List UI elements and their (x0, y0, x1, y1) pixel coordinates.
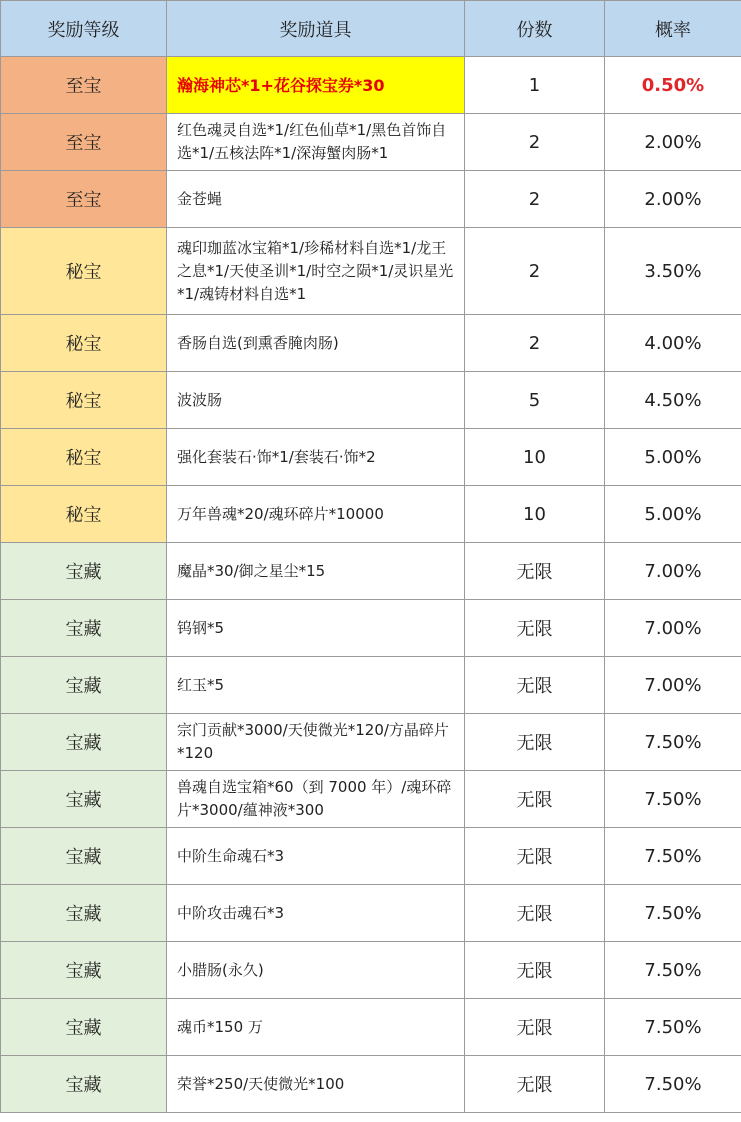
probability-cell: 4.50% (605, 372, 741, 429)
table-row (1, 315, 741, 372)
level-cell: 宝藏 (1, 714, 167, 771)
items-cell: 红色魂灵自选*1/红色仙草*1/黑色首饰自选*1/五核法阵*1/深海蟹肉肠*1 (167, 114, 465, 171)
probability-cell: 7.50% (605, 999, 741, 1056)
count-cell: 无限 (465, 828, 605, 885)
level-cell: 秘宝 (1, 315, 167, 372)
table-row (1, 1056, 741, 1113)
items-cell: 红玉*5 (167, 657, 465, 714)
count-cell: 1 (465, 57, 605, 114)
items-cell: 强化套装石·饰*1/套装石·饰*2 (167, 429, 465, 486)
items-cell: 瀚海神芯*1+花谷探宝券*30 (167, 57, 465, 114)
table-row (1, 600, 741, 657)
table-row (1, 114, 741, 171)
level-cell: 秘宝 (1, 486, 167, 543)
count-cell: 无限 (465, 942, 605, 999)
items-cell: 荣誉*250/天使微光*100 (167, 1056, 465, 1113)
probability-cell: 4.00% (605, 315, 741, 372)
level-cell: 宝藏 (1, 1056, 167, 1113)
count-cell: 无限 (465, 999, 605, 1056)
level-cell: 宝藏 (1, 942, 167, 999)
probability-cell: 7.50% (605, 714, 741, 771)
count-cell: 2 (465, 114, 605, 171)
count-cell: 无限 (465, 600, 605, 657)
items-cell: 宗门贡献*3000/天使微光*120/方晶碎片*120 (167, 714, 465, 771)
table-row (1, 942, 741, 999)
probability-cell: 5.00% (605, 429, 741, 486)
probability-cell: 7.00% (605, 657, 741, 714)
count-cell: 5 (465, 372, 605, 429)
count-cell: 2 (465, 315, 605, 372)
count-cell: 10 (465, 429, 605, 486)
header-row (1, 1, 741, 57)
table-row (1, 771, 741, 828)
items-cell: 金苍蝇 (167, 171, 465, 228)
level-cell: 宝藏 (1, 885, 167, 942)
probability-cell: 7.00% (605, 600, 741, 657)
items-cell: 中阶生命魂石*3 (167, 828, 465, 885)
count-cell: 无限 (465, 543, 605, 600)
level-cell: 至宝 (1, 57, 167, 114)
table-row (1, 57, 741, 114)
header-level: 奖励等级 (1, 1, 167, 57)
table-row (1, 828, 741, 885)
items-cell: 魔晶*30/御之星尘*15 (167, 543, 465, 600)
table-row (1, 657, 741, 714)
table-row (1, 885, 741, 942)
table-row (1, 714, 741, 771)
level-cell: 宝藏 (1, 657, 167, 714)
probability-cell: 7.00% (605, 543, 741, 600)
count-cell: 无限 (465, 771, 605, 828)
probability-cell: 0.50% (605, 57, 741, 114)
probability-cell: 5.00% (605, 486, 741, 543)
items-cell: 波波肠 (167, 372, 465, 429)
items-cell: 钨钢*5 (167, 600, 465, 657)
count-cell: 无限 (465, 657, 605, 714)
probability-cell: 3.50% (605, 228, 741, 315)
level-cell: 宝藏 (1, 600, 167, 657)
table-row (1, 372, 741, 429)
probability-cell: 7.50% (605, 1056, 741, 1113)
level-cell: 宝藏 (1, 543, 167, 600)
header-count: 份数 (465, 1, 605, 57)
header-probability: 概率 (605, 1, 741, 57)
level-cell: 宝藏 (1, 999, 167, 1056)
level-cell: 秘宝 (1, 228, 167, 315)
items-cell: 魂印珈蓝冰宝箱*1/珍稀材料自选*1/龙王之息*1/天使圣训*1/时空之陨*1/灵识星光*1/魂铸材料自选*1 (167, 228, 465, 315)
items-cell: 小腊肠(永久) (167, 942, 465, 999)
probability-cell: 2.00% (605, 114, 741, 171)
probability-cell: 7.50% (605, 828, 741, 885)
table-row (1, 171, 741, 228)
items-cell: 香肠自选(到熏香腌肉肠) (167, 315, 465, 372)
items-cell: 魂币*150 万 (167, 999, 465, 1056)
count-cell: 无限 (465, 1056, 605, 1113)
table-row (1, 999, 741, 1056)
level-cell: 至宝 (1, 171, 167, 228)
count-cell: 无限 (465, 714, 605, 771)
probability-cell: 2.00% (605, 171, 741, 228)
items-cell: 万年兽魂*20/魂环碎片*10000 (167, 486, 465, 543)
items-cell: 中阶攻击魂石*3 (167, 885, 465, 942)
count-cell: 2 (465, 171, 605, 228)
items-cell: 兽魂自选宝箱*60（到 7000 年）/魂环碎片*3000/蕴神液*300 (167, 771, 465, 828)
count-cell: 10 (465, 486, 605, 543)
level-cell: 宝藏 (1, 771, 167, 828)
probability-cell: 7.50% (605, 885, 741, 942)
count-cell: 无限 (465, 885, 605, 942)
level-cell: 宝藏 (1, 828, 167, 885)
header-items: 奖励道具 (167, 1, 465, 57)
table-row (1, 543, 741, 600)
probability-cell: 7.50% (605, 771, 741, 828)
table-row (1, 486, 741, 543)
table-row (1, 228, 741, 315)
table-row (1, 429, 741, 486)
count-cell: 2 (465, 228, 605, 315)
level-cell: 秘宝 (1, 372, 167, 429)
level-cell: 至宝 (1, 114, 167, 171)
probability-cell: 7.50% (605, 942, 741, 999)
level-cell: 秘宝 (1, 429, 167, 486)
